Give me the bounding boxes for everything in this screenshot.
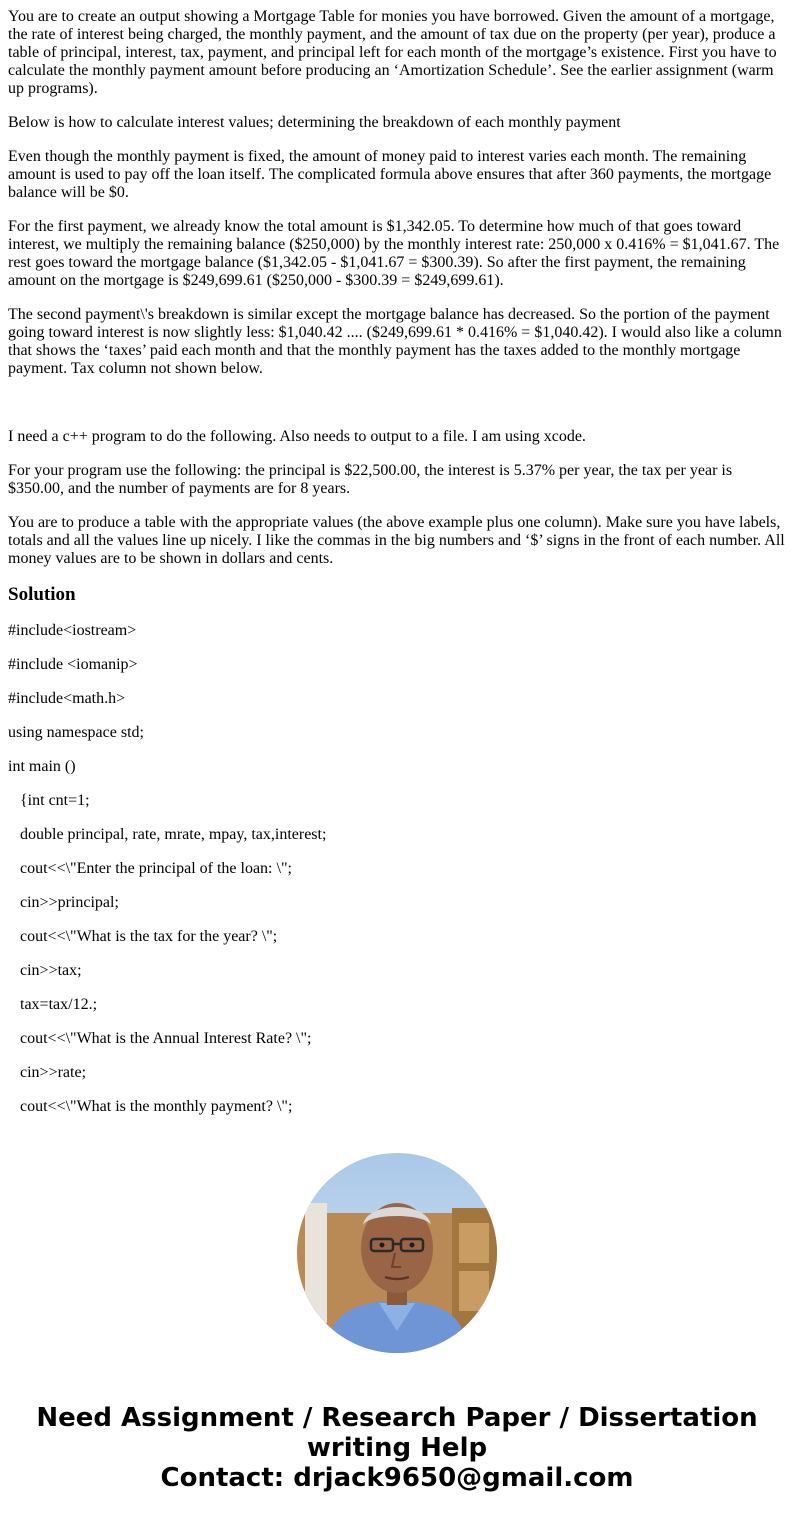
question-paragraph-4: For the first payment, we already know the total amount is $1,342.05. To determine how much of that goes toward interest, we multiply the remaining balance ($250,000) by the monthly interest rate: 250,000 x 0.416% = $1,041.67. The rest goes toward the mortgage balance ($1,342.05 - $1,041.67 = $300.39). So after the first payment, the remaining amount on the mortgage is $249,699.61 ($250,000 - $300.39 = $249,699.61).: [8, 218, 780, 289]
code-line: cin>>tax;: [8, 962, 82, 979]
code-line: double principal, rate, mrate, mpay, tax,interest;: [8, 826, 327, 843]
code-line: cin>>principal;: [8, 894, 119, 911]
solution-section: [8, 584, 786, 1116]
question-paragraph-3: Even though the monthly payment is fixed, the amount of money paid to interest varies each month. The remaining amount is used to pay off the loan itself. The complicated formula above ensures that after 360 payments, the mortgage balance will be $0.: [8, 148, 772, 201]
promo-line-1: Need Assignment / Research Paper / Dissertation: [36, 1403, 758, 1433]
promo-footer: [0, 1403, 794, 1493]
question-paragraph-7: For your program use the following: the principal is $22,500.00, the interest is 5.37% per year, the tax per year is $350.00, and the number of payments are for 8 years.: [8, 462, 733, 497]
question-paragraph-5: The second payment\'s breakdown is similar except the mortgage balance has decreased. So the portion of the payment going toward interest is now slightly less: $1,040.42 .... ($249,699.61 * 0.416% = $1,040.42). I would also like a column that shows the ‘taxes’ paid each month and that the monthly payment has the taxes added to the monthly mortgage payment. Tax column not shown below.: [8, 306, 782, 377]
code-line: cout<<\"What is the Annual Interest Rate? \";: [8, 1030, 312, 1047]
page-content: [8, 8, 786, 1132]
code-line: cout<<\"What is the tax for the year? \";: [8, 928, 278, 945]
code-line: using namespace std;: [8, 724, 144, 741]
code-line: #include<math.h>: [8, 690, 126, 707]
code-line: cout<<\"Enter the principal of the loan: \";: [8, 860, 292, 877]
question-paragraph-6: I need a c++ program to do the following. Also needs to output to a file. I am using xcode.: [8, 428, 586, 445]
promo-contact: Contact: drjack9650@gmail.com: [160, 1463, 634, 1493]
blank-space: [8, 394, 786, 428]
code-line: cout<<\"What is the monthly payment? \";: [8, 1098, 293, 1115]
tutor-avatar-image: [297, 1153, 497, 1353]
code-line: #include<iostream>: [8, 622, 137, 639]
code-line: tax=tax/12.;: [8, 996, 98, 1013]
code-line: #include <iomanip>: [8, 656, 138, 673]
question-paragraph-8: You are to produce a table with the appropriate values (the above example plus one column). Make sure you have labels, totals and all the values line up nicely. I like the commas in the big numbers and ‘$’ signs in the front of each number. All money values are to be shown in dollars and cents.: [8, 514, 785, 567]
question-paragraph-2: Below is how to calculate interest values; determining the breakdown of each monthly payment: [8, 114, 621, 131]
code-line: int main (): [8, 758, 76, 775]
tutor-avatar: [297, 1153, 497, 1353]
code-line: {int cnt=1;: [8, 792, 90, 809]
solution-heading: Solution: [8, 584, 76, 605]
question-paragraph-1: You are to create an output showing a Mortgage Table for monies you have borrowed. Given the amount of a mortgage, the rate of interest being charged, the monthly payment, and the amount of tax due on the property (per year), produce a table of principal, interest, tax, payment, and principal left for each month of the mortgage’s existence. First you have to calculate the monthly payment amount before producing an ‘Amortization Schedule’. See the earlier assignment (warm up programs).: [8, 8, 777, 97]
code-line: cin>>rate;: [8, 1064, 87, 1081]
question-section: [8, 8, 786, 568]
promo-line-2: writing Help: [306, 1433, 488, 1463]
